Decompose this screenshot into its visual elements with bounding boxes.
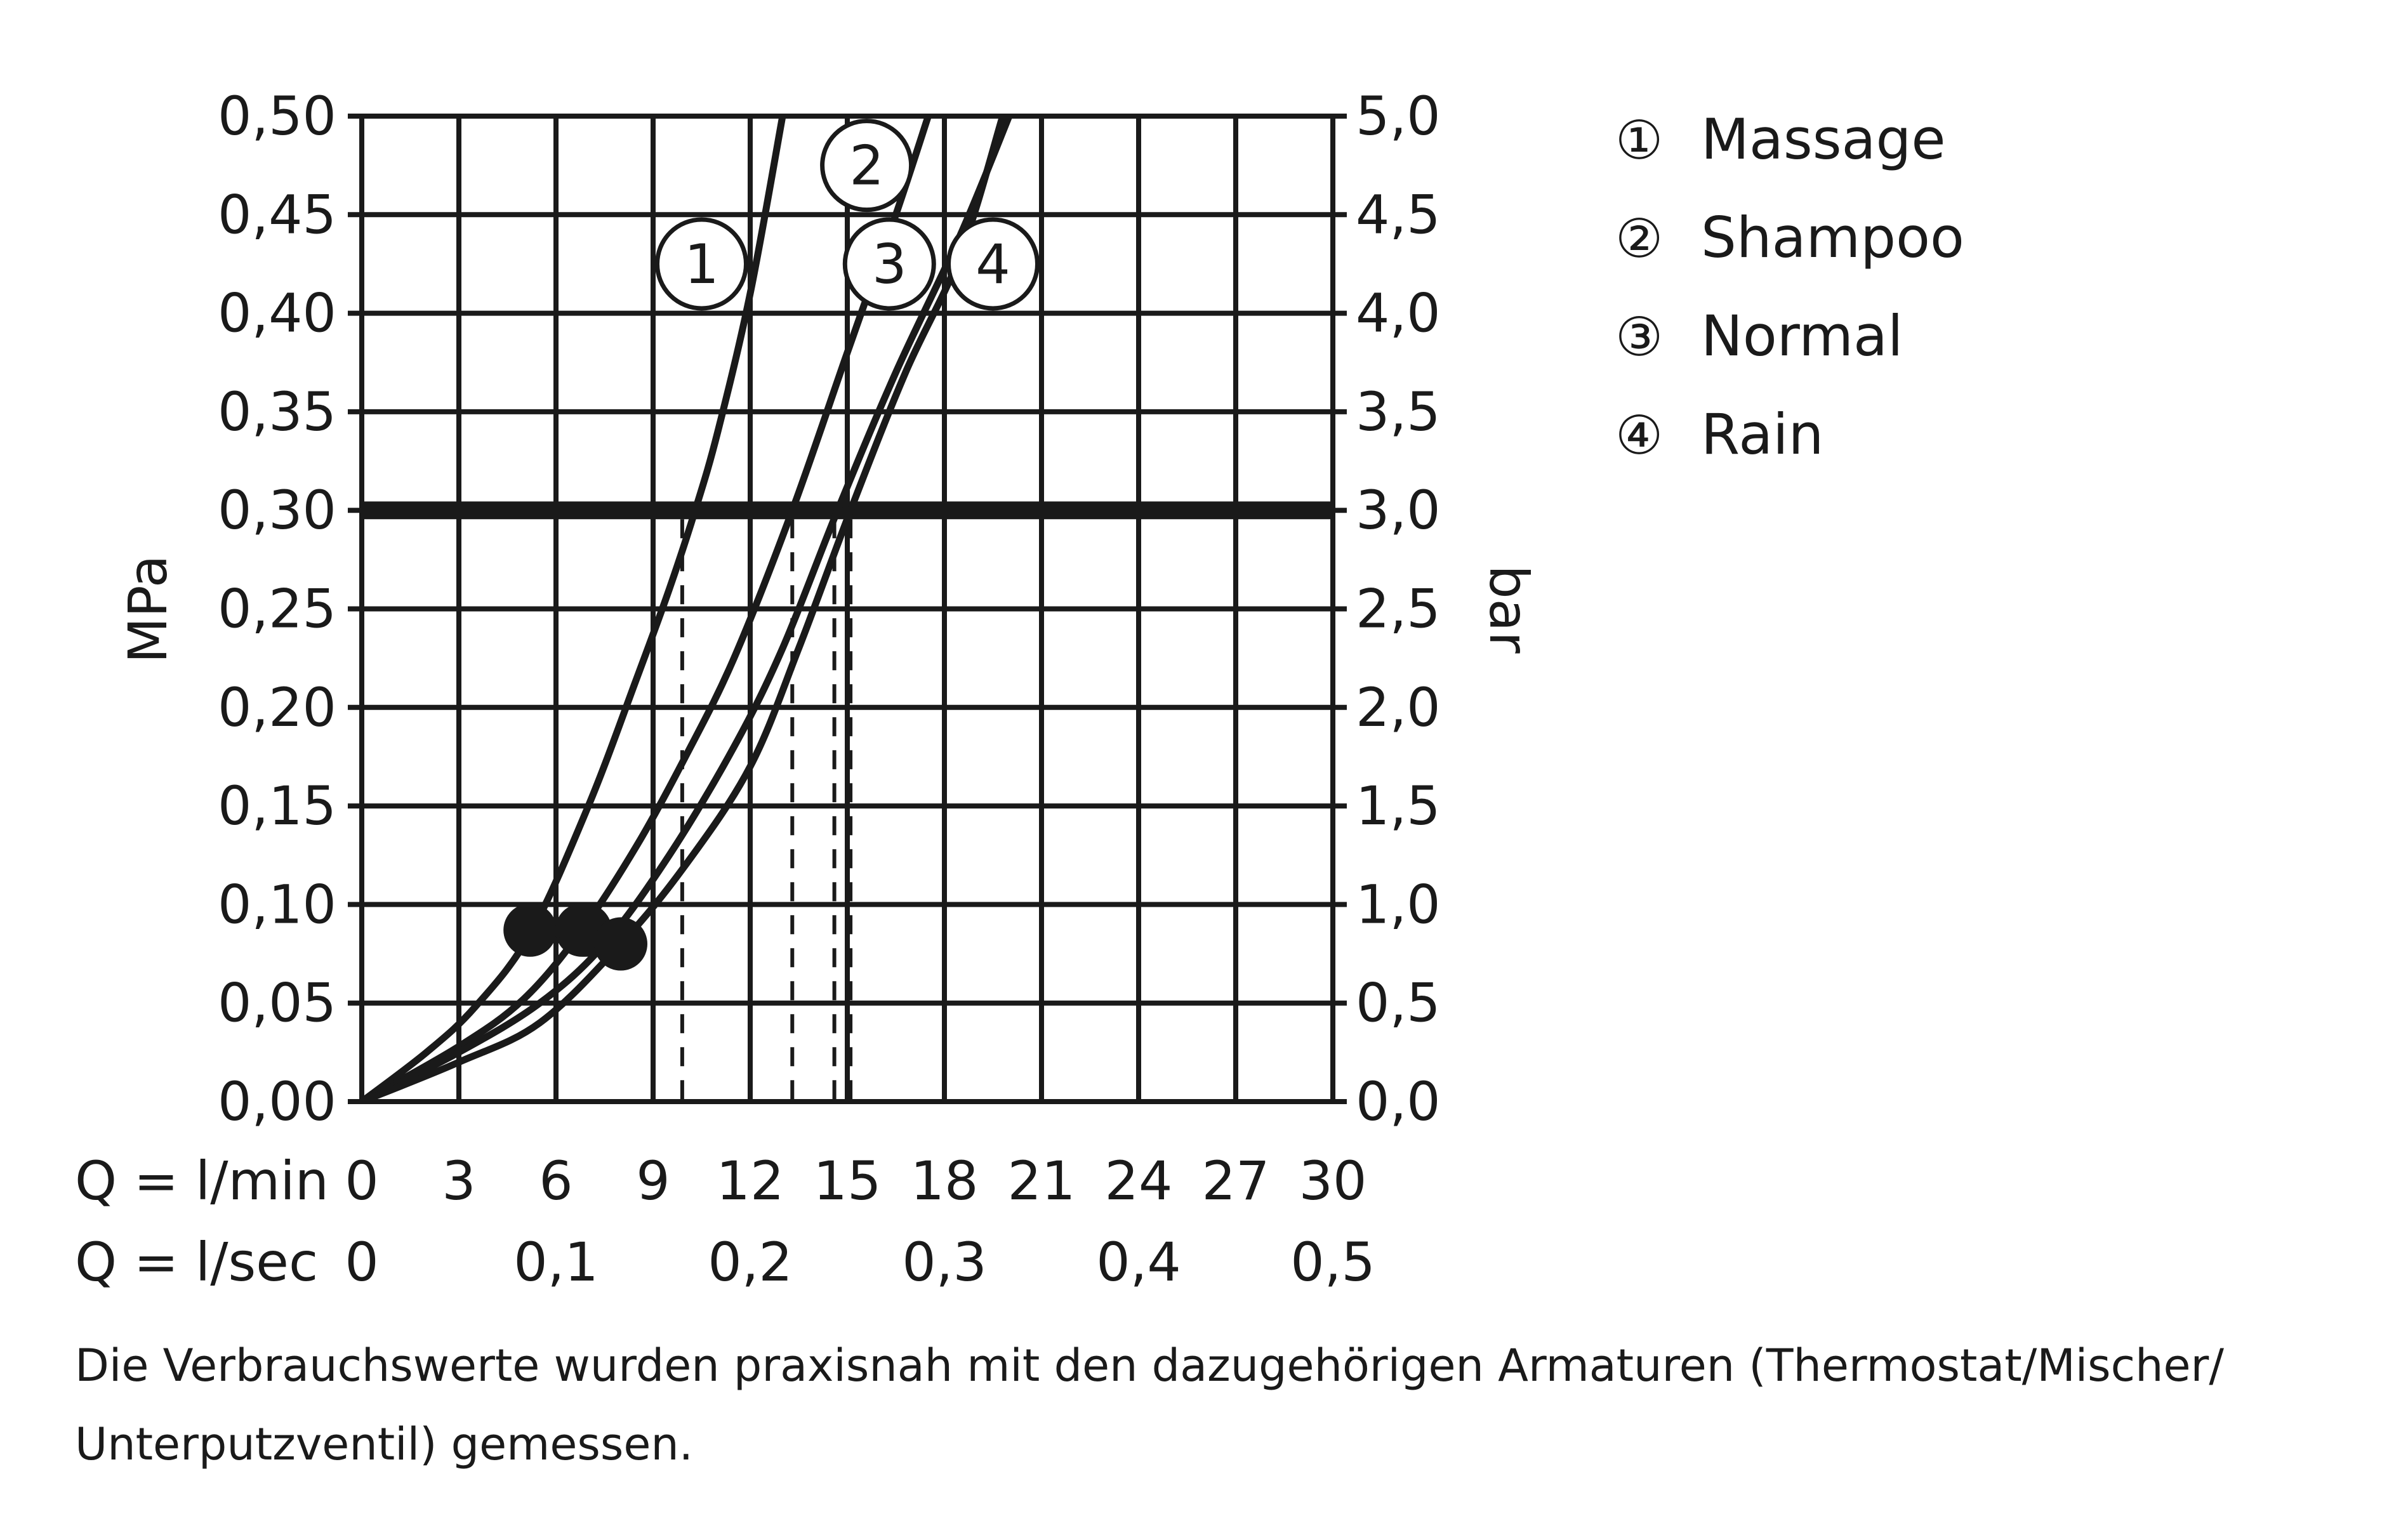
x-lmin-tick-label: 15 [813, 1150, 882, 1212]
x-lsec-tick-label: 0,3 [902, 1231, 987, 1293]
caption-line-1: Die Verbrauchswerte wurden praxisnah mit den dazugehörigen Armaturen (Thermostat/Mischer/ [75, 1340, 2224, 1392]
y-left-tick-label: 0,10 [217, 873, 336, 936]
series-number-label-3: 3 [871, 232, 907, 296]
y-right-tick-label: 1,0 [1356, 873, 1441, 936]
legend-symbol-3: ③ [1615, 306, 1664, 368]
legend-label-shampoo: Shampoo [1701, 205, 1964, 270]
x-lmin-tick-label: 6 [539, 1150, 573, 1212]
legend-label-normal: Normal [1701, 303, 1903, 369]
y-left-tick-label: 0,20 [217, 676, 336, 739]
x-lsec-tick-label: 0,4 [1096, 1231, 1181, 1293]
y-left-tick-label: 0,40 [217, 282, 336, 345]
series-number-label-4: 4 [976, 232, 1010, 296]
x-lsec-axis-title: Q = l/sec [75, 1231, 319, 1293]
y-right-tick-label: 1,5 [1356, 775, 1441, 838]
x-lmin-tick-label: 24 [1104, 1150, 1173, 1212]
y-left-tick-label: 0,25 [217, 577, 336, 640]
series-number-label-1: 1 [684, 232, 719, 296]
legend-label-rain: Rain [1701, 402, 1824, 467]
y-left-tick-label: 0,45 [217, 183, 336, 246]
x-lsec-tick-label: 0,5 [1290, 1231, 1375, 1293]
axes [75, 85, 1540, 1293]
caption-line-2: Unterputzventil) gemessen. [75, 1418, 694, 1470]
x-lsec-tick-label: 0,1 [513, 1231, 599, 1293]
legend-symbol-2: ② [1615, 208, 1664, 270]
x-lmin-tick-label: 12 [716, 1150, 784, 1212]
y-right-tick-label: 2,0 [1356, 676, 1441, 739]
series-number-label-2: 2 [849, 134, 884, 198]
y-left-tick-label: 0,35 [217, 380, 336, 443]
y-left-tick-label: 0,05 [217, 972, 336, 1034]
y-right-tick-label: 3,0 [1356, 479, 1441, 542]
x-lmin-tick-label: 27 [1201, 1150, 1270, 1212]
x-lmin-tick-label: 21 [1007, 1150, 1076, 1212]
y-left-tick-label: 0,50 [217, 85, 336, 147]
x-lsec-tick-label: 0,2 [708, 1231, 793, 1293]
y-right-tick-label: 2,5 [1356, 577, 1441, 640]
x-lmin-tick-label: 0 [345, 1150, 379, 1212]
x-lmin-tick-label: 3 [442, 1150, 476, 1212]
legend-symbol-1: ① [1615, 109, 1664, 171]
x-lmin-tick-label: 30 [1299, 1150, 1367, 1212]
caption [75, 1326, 2360, 1484]
y-left-tick-label: 0,00 [217, 1071, 336, 1133]
series-marker-rain [594, 918, 647, 971]
x-lmin-tick-label: 9 [636, 1150, 670, 1212]
legend [1615, 107, 1964, 467]
x-lsec-tick-label: 0 [345, 1231, 379, 1293]
legend-symbol-4: ④ [1615, 404, 1664, 466]
y-right-tick-label: 3,5 [1356, 380, 1441, 443]
series-marker-massage [503, 904, 557, 957]
x-lmin-axis-title: Q = l/min [75, 1150, 329, 1212]
y-right-tick-label: 5,0 [1356, 85, 1441, 147]
x-lmin-tick-label: 18 [910, 1150, 979, 1212]
y-right-tick-label: 4,0 [1356, 282, 1441, 345]
y-right-tick-label: 4,5 [1356, 183, 1441, 246]
legend-label-massage: Massage [1701, 107, 1946, 172]
y-right-tick-label: 0,0 [1356, 1071, 1441, 1133]
y-left-axis-title: MPa [117, 555, 179, 664]
y-left-tick-label: 0,30 [217, 479, 336, 542]
y-right-axis-title: bar [1478, 565, 1540, 654]
y-left-tick-label: 0,15 [217, 775, 336, 838]
y-right-tick-label: 0,5 [1356, 972, 1441, 1034]
